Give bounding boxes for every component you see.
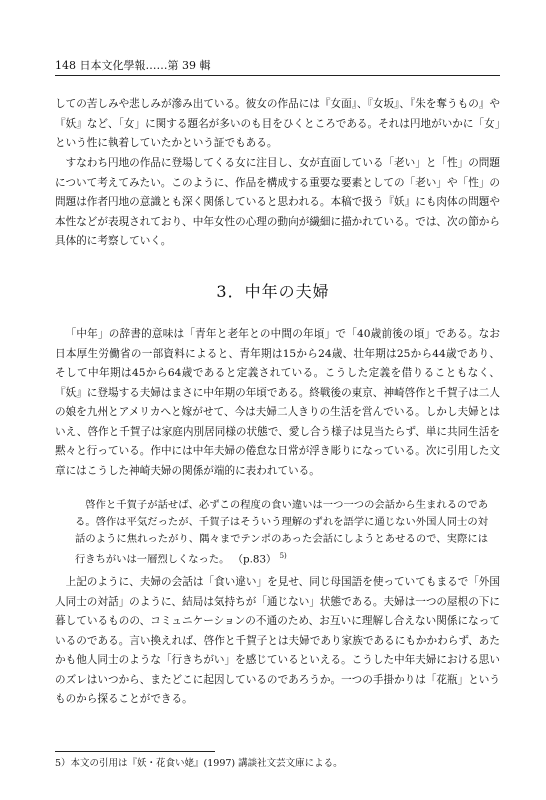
running-head: 148 日本文化學報……第 39 輯 (55, 59, 500, 76)
section-heading: 3．中年の夫婦 (216, 282, 330, 301)
footnote-rule (55, 751, 215, 752)
paragraph-4: 上記のように、夫婦の会話は「食い違い」を見せ、同じ母国語を使っていてもまるで「外国人同士の対話」のように、結局は気持ちが「通じない」状態である。夫婦は一つの屋根の下に暮しているものの、コミュニケーションの不通のため、お互いに理解し合えない関係になっているのである。言い換えれば、啓作と千賀子とは夫婦であり家族であるにもかかわらず、あたかも他人同士のような「行きちがい」を感じているといえる。こうした中年夫婦における思いのズレはいつから、またどこに起因しているのであろうか。一つの手掛かりは「花瓶」というものから探ることができる。 (55, 576, 500, 705)
quote-text: 啓作と千賀子が話せば、必ずこの程度の食い違いは一つ一つの会話から生まれるのである。啓作は平気だったが、千賀子はそういう理解のずれを語学に通じない外国人同士の対話のように焦れったがり、隅々までテンポのあった会話にしようとあせるので、実際には行きちがいは一層烈しくなった。 (75, 499, 488, 566)
paragraph-1: しての苦しみや悲しみが滲み出ている。彼女の作品には『女面』、『女坂』、『朱を奪うもの』や『妖』など、「女」に関する題名が多いのも目をひくところである。それは円地がいかに「女」という性に執着していたかという証でもある。 (55, 98, 500, 149)
footnote: 5）本文の引用は『妖・花食い姥』(1997) 講談社文芸文庫による。 (55, 758, 343, 769)
block-quote (75, 497, 488, 568)
footnote-marker: 5) (279, 552, 287, 560)
quote-citation: （p.83） (232, 553, 277, 566)
paragraph-2: すなわち円地の作品に登場してくる女に注目し、女が直面している「老い」と「性」の問題について考えてみたい。このように、作品を構成する重要な要素としての「老い」や「性」の問題は作者円地の意識とも深く関係していると思われる。本稿で扱う『妖』にも肉体の問題や本性などが表現されており、中年女性の心理の動向が繊細に描かれている。では、次の節から具体的に考察していく。 (55, 157, 500, 247)
paragraph-3: 「中年」の辞書的意味は「青年と老年との中間の年頃」で「40歳前後の頃」である。なお日本厚生労働省の一部資料によると、青年期は15から24歳、壮年期は25から44歳であり、そして中年期は45から64歳であると定義されている。こうした定義を借りることもなく、『妖』に登場する夫婦はまさに中年期の年頃である。終戦後の東京、神崎啓作と千賀子は二人の娘を九州とアメリカへと嫁がせて、今は夫婦二人きりの生活を営んでいる。しかし夫婦とはいえ、啓作と千賀子は家庭内別居同様の状態で、愛し合う様子は見当たらず、単に共同生活を黙々と行っている。作中には中年夫婦の倦怠な日常が浮き彫りになっている。次に引用した文章にはこうした神崎夫婦の関係が端的に表われている。 (55, 328, 500, 477)
